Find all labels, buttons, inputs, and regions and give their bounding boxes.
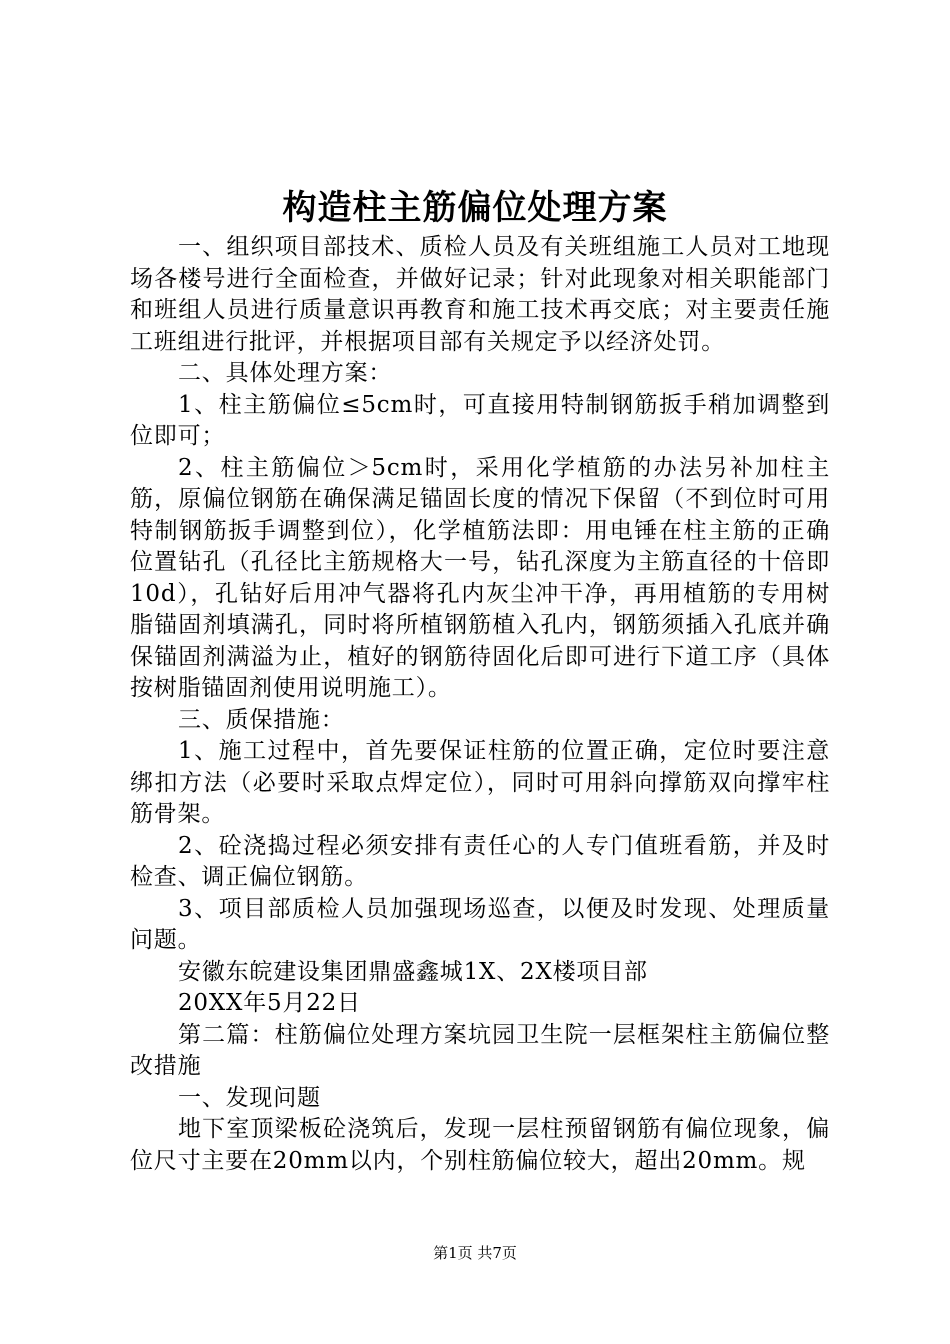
paragraph-plan-item-1: 1、柱主筋偏位≤5cm时，可直接用特制钢筋扳手稍加调整到位即可； [130,391,830,449]
document-body [130,232,830,1177]
paragraph-organize-inspection: 一、组织项目部技术、质检人员及有关班组施工人员对工地现场各楼号进行全面检查，并做好记录；针对此现象对相关职能部门和班组人员进行质量意识再教育和施工技术再交底；对主要责任施工班组进行批评，并根据项目部有关规定予以经济处罚。 [130,234,830,355]
paragraph-second-article-title: 第二篇：柱筋偏位处理方案坑园卫生院一层框架柱主筋偏位整改措施 [130,1021,830,1079]
signature-organization: 安徽东皖建设集团鼎盛鑫城1X、2X楼项目部 [178,958,648,985]
paragraph-measure-item-2: 2、砼浇捣过程必须安排有责任心的人专门值班看筋，并及时检查、调正偏位钢筋。 [130,832,830,890]
document-title: 构造柱主筋偏位处理方案 [282,188,668,228]
heading-specific-plan: 二、具体处理方案： [178,360,393,386]
page-footer: 第1页 共7页 [433,1244,517,1262]
paragraph-plan-item-2: 2、柱主筋偏位＞5cm时，采用化学植筋的办法另补加柱主筋，原偏位钢筋在确保满足锚固长度的情况下保留（不到位时可用特制钢筋扳手调整到位），化学植筋法即：用电锤在柱主筋的正确位置钻孔（孔径比主筋规格大一号，钻孔深度为主筋直径的十倍即10d），孔钻好后用冲气器将孔内灰尘冲干净，再用植筋的专用树脂锚固剂填满孔，同时将所植钢筋植入孔内，钢筋须插入孔底并确保锚固剂满溢为止，植好的钢筋待固化后即可进行下道工序（具体按树脂锚固剂使用说明施工）。 [130,454,830,701]
paragraph-measure-item-3: 3、项目部质检人员加强现场巡查，以便及时发现、处理质量问题。 [130,895,830,953]
paragraph-problem-description: 地下室顶梁板砼浇筑后，发现一层柱预留钢筋有偏位现象，偏位尺寸主要在20mm以内，个别柱筋偏位较大，超出20mm。规 [130,1116,830,1174]
heading-quality-measures: 三、质保措施： [178,706,345,733]
paragraph-measure-item-1: 1、施工过程中，首先要保证柱筋的位置正确，定位时要注意绑扣方法（必要时采取点焊定位），同时可用斜向撑筋双向撑牢柱筋骨架。 [130,738,830,827]
heading-problem-found: 一、发现问题 [178,1084,321,1111]
signature-date: 20XX年5月22日 [178,990,361,1016]
